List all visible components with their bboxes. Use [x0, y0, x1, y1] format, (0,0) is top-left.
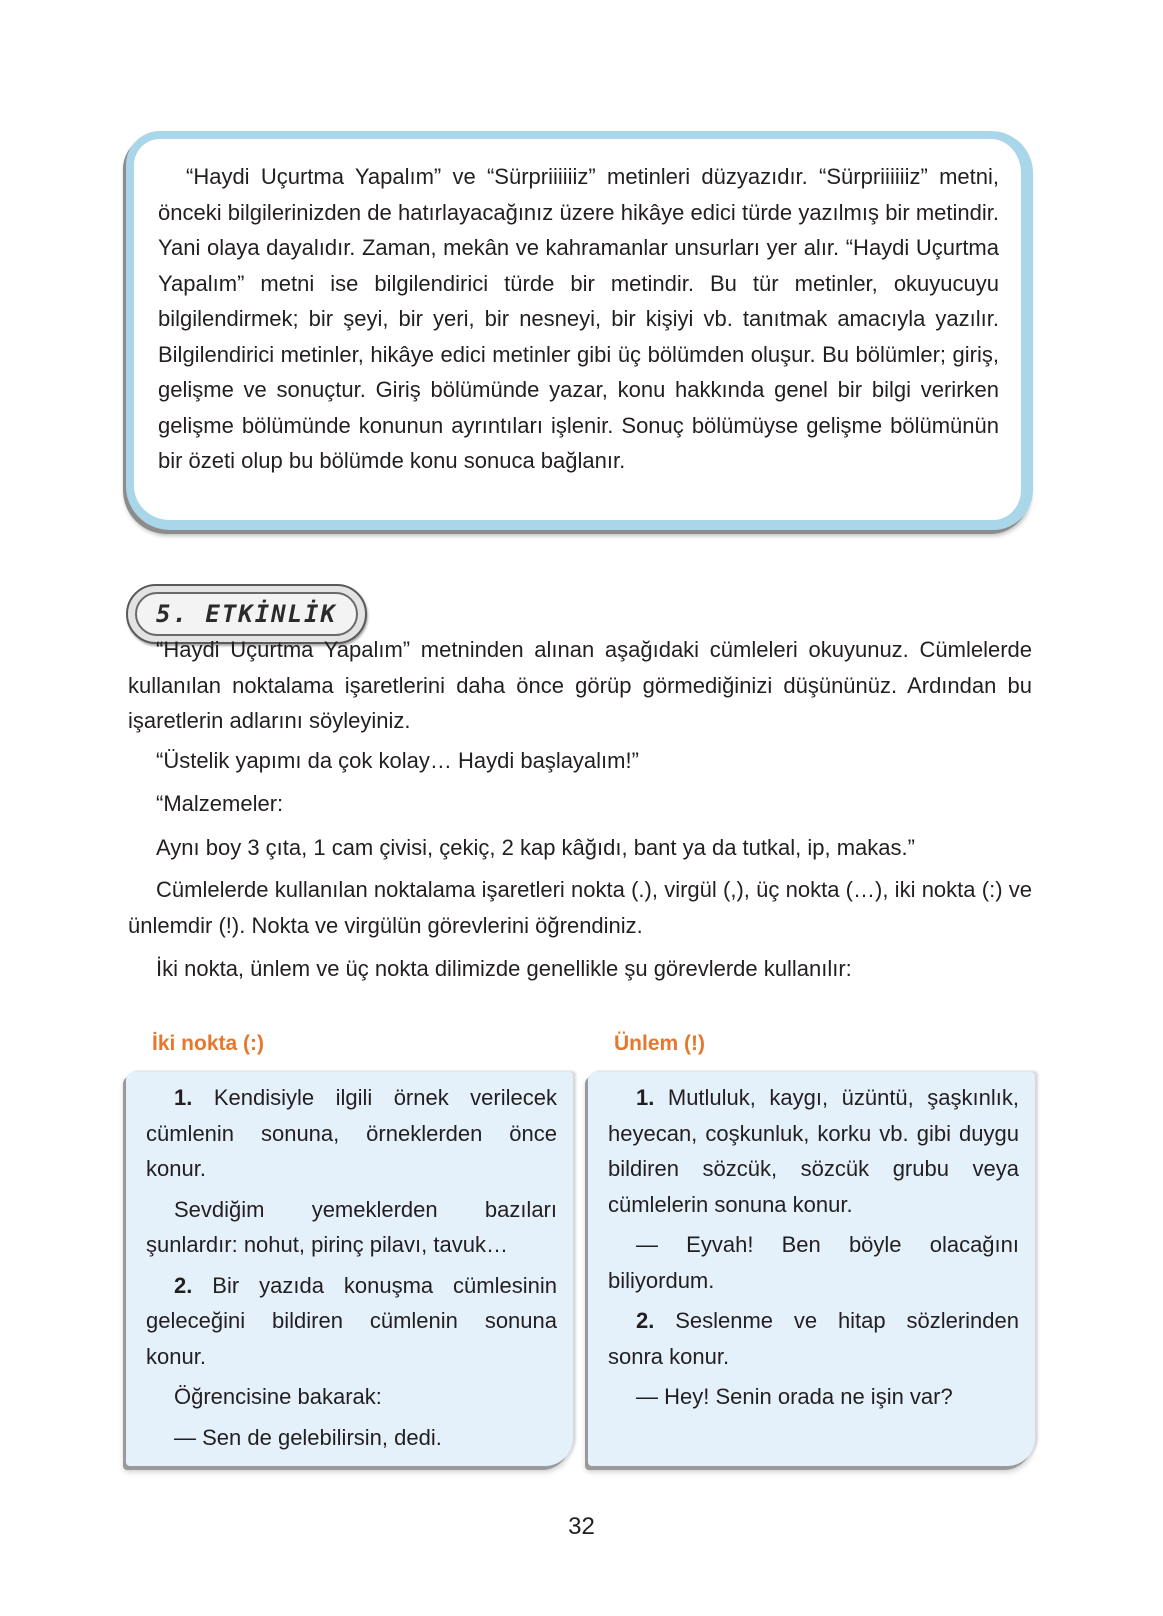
right-card-content: [608, 1080, 1019, 1415]
left-card-content: [146, 1080, 557, 1455]
info-box-text: “Haydi Uçurtma Yapalım” ve “Sürpriiiiiiz” metinleri düzyazıdır. “Sürpriiiiiiz” metni, önceki bilgilerinizden de hatırlayacağınız üzere hikâye edici türde yazılmış bir metindir. Yani olaya dayalıdır. Zaman, mekân ve kahramanlar unsurları yer alır. “Haydi Uçurtma Yapalım” metni ise bilgilendirici türde bir metindir. Bu tür metinler, okuyucuyu bilgilendirmek; bir şeyi, bir yeri, bir nesneyi, bir kişiyi vb. tanıtmak amacıyla yazılır. Bilgilendirici metinler, hikâye edici metinler gibi üç bölümden oluşur. Bu bölümler; giriş, gelişme ve sonuçtur. Giriş bölümünde yazar, konu hakkında genel bir bilgi verirken gelişme bölümünde konunun ayrıntıları işlenir. Sonuç bölümüyse gelişme bölümünün bir özeti olup bu bölümde konu sonuca bağlanır.: [158, 164, 999, 473]
activity-badge-inner: [135, 592, 358, 636]
activity-explanation: Cümlelerde kullanılan noktalama işaretleri nokta (.), virgül (,), üç nokta (…), iki nokta (:) ve ünlemdir (!). Nokta ve virgülün görevlerini öğrendiniz.: [128, 877, 1032, 938]
left-card-example-1: Sevdiğim yemeklerden bazıları şunlardır: nohut, pirinç pilavı, tavuk…: [146, 1196, 557, 1257]
left-card-item-1: [146, 1080, 557, 1187]
right-card-example-1: — Eyvah! Ben böyle olacağını biliyordum.: [608, 1232, 1019, 1293]
left-card-heading: İki nokta (:): [152, 1032, 265, 1055]
page-number: 32: [568, 1513, 595, 1540]
activity-quote-1: “Üstelik yapımı da çok kolay… Haydi başlayalım!”: [156, 748, 639, 773]
right-card-item-1-number: 1.: [636, 1085, 655, 1110]
right-card-heading: Ünlem (!): [614, 1032, 705, 1055]
right-card-item-1: [608, 1080, 1019, 1222]
activity-intro: “Haydi Uçurtma Yapalım” metninden alınan aşağıdaki cümleleri okuyunuz. Cümlelerde kullanılan noktalama işaretlerini daha önce görüp görmediğinizi düşününüz. Ardından bu işaretlerin adlarını söyleyiniz.: [128, 637, 1032, 733]
right-card-item-2: [608, 1303, 1019, 1374]
left-card-example-2b: — Sen de gelebilirsin, dedi.: [174, 1424, 442, 1450]
right-card-example-2: — Hey! Senin orada ne işin var?: [636, 1384, 953, 1409]
activity-title: 5. ETKİNLİK: [156, 600, 337, 628]
right-card-item-2-number: 2.: [636, 1308, 655, 1333]
activity-quote-3: Aynı boy 3 çıta, 1 cam çivisi, çekiç, 2 kap kâğıdı, bant ya da tutkal, ip, makas.”: [156, 835, 915, 860]
left-card-example-2a: Öğrencisine bakarak:: [174, 1384, 382, 1409]
left-card-item-2-text: Bir yazıda konuşma cümlesinin geleceğini bildiren cümlenin sonuna konur.: [146, 1272, 557, 1369]
left-card-item-1-number: 1.: [174, 1085, 193, 1110]
left-card-item-2: [146, 1268, 557, 1375]
right-card-item-1-text: Mutluluk, kaygı, üzüntü, şaşkınlık, heyecan, coşkunluk, korku vb. gibi duygu bildiren sözcük, sözcük grubu veya cümlelerin sonuna konur.: [608, 1085, 1019, 1217]
info-box: [126, 131, 1033, 530]
right-card: [588, 1072, 1035, 1466]
left-card-item-2-number: 2.: [174, 1272, 193, 1298]
activity-quote-2: “Malzemeler:: [156, 791, 284, 816]
activity-lead: İki nokta, ünlem ve üç nokta dilimizde genellikle şu görevlerde kullanılır:: [156, 956, 852, 981]
left-card-item-1-text: Kendisiyle ilgili örnek verilecek cümlenin sonuna, örneklerden önce konur.: [146, 1085, 557, 1181]
right-card-item-2-text: Seslenme ve hitap sözlerinden sonra konur.: [608, 1308, 1019, 1369]
left-card: [126, 1072, 573, 1466]
